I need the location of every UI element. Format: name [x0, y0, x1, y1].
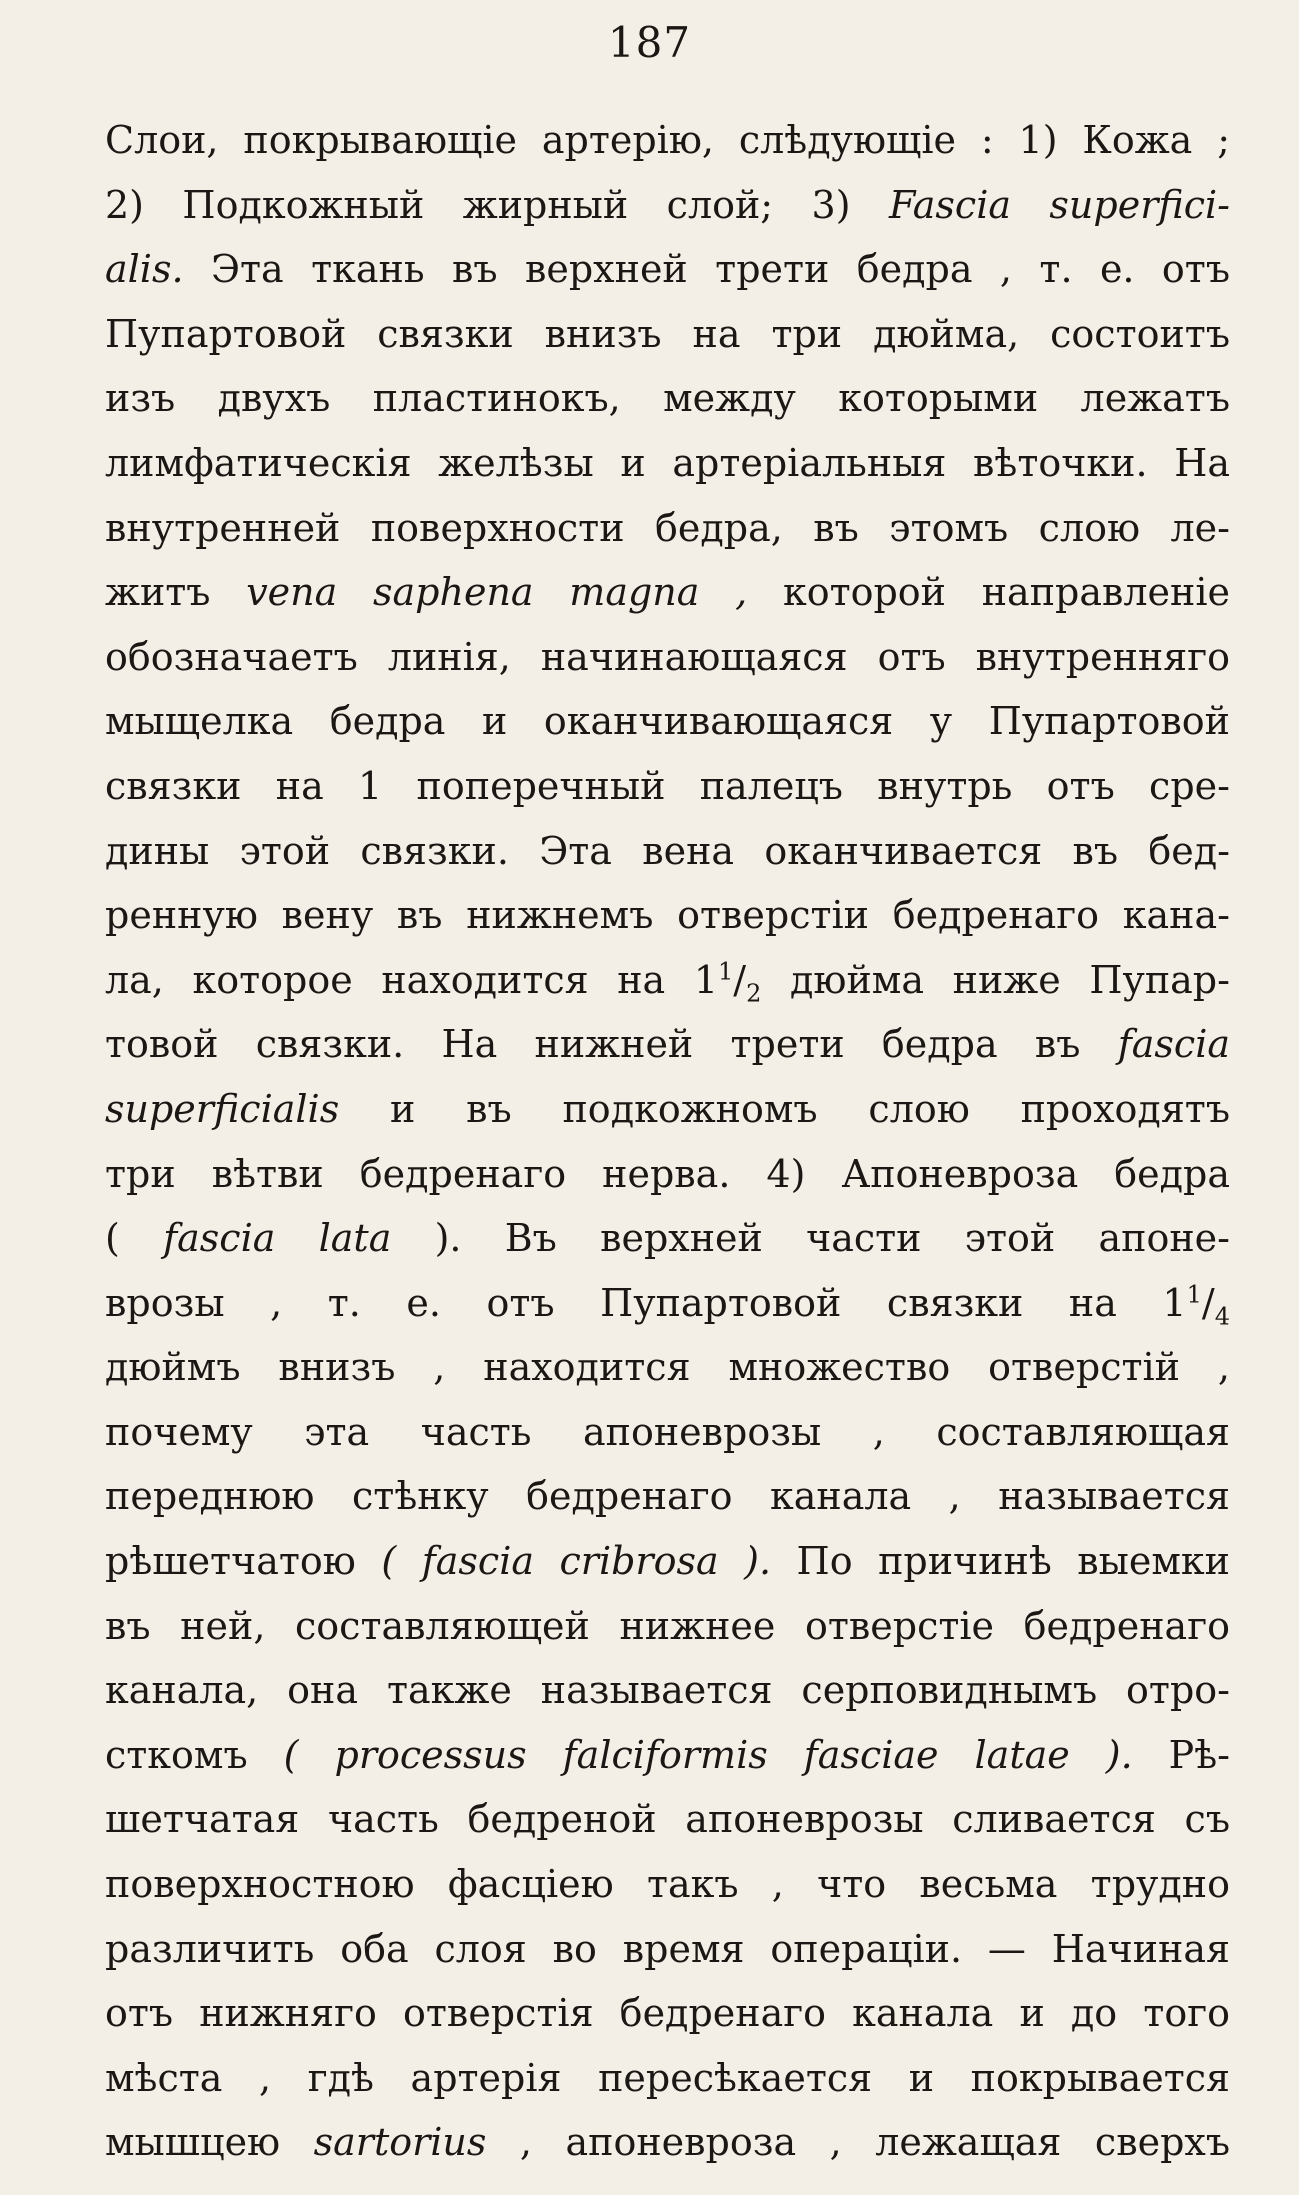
text-line — [105, 1852, 1230, 1917]
text-segment: 4 — [1214, 1302, 1230, 1331]
text-line — [105, 1206, 1230, 1271]
text-line — [105, 1529, 1230, 1594]
text-line — [105, 302, 1230, 367]
text-segment: Рѣ- — [1132, 1732, 1230, 1777]
text-segment: шетчатая часть бедреной апоневрозы сливается съ — [105, 1797, 1230, 1842]
text-line — [105, 431, 1230, 496]
text-segment: Пупартовой связки внизъ на три дюйма, состоитъ — [105, 311, 1230, 356]
text-line — [105, 560, 1230, 625]
text-segment: мышцею — [105, 2120, 314, 2165]
text-line — [105, 1594, 1230, 1659]
text-line — [105, 366, 1230, 431]
text-line — [105, 237, 1230, 302]
text-segment: ( — [105, 1216, 164, 1261]
text-line — [105, 1787, 1230, 1852]
body-text — [105, 108, 1230, 2175]
text-segment: ренную вену въ нижнемъ отверстіи бедренаго кана- — [105, 893, 1230, 938]
text-segment: Эта ткань въ верхней трети бедра , т. е. отъ — [183, 247, 1230, 292]
latin-term: ( processus falciformis fasciae latae ). — [283, 1732, 1133, 1777]
text-segment: 2) Подкожный жирный слой; 3) — [105, 182, 889, 227]
text-segment: рѣшетчатою — [105, 1539, 382, 1584]
text-line — [105, 754, 1230, 819]
text-segment: поверхностною фасціею такъ , что весьма трудно — [105, 1862, 1230, 1907]
text-segment: мѣста , гдѣ артерія пересѣкается и покрывается — [105, 2055, 1230, 2100]
text-segment: мыщелка бедра и оканчивающаяся у Пупартовой — [105, 699, 1230, 744]
text-segment: товой связки. На нижней трети бедра въ — [105, 1022, 1118, 1067]
text-segment: три вѣтви бедренаго нерва. 4) Апоневроза бедра — [105, 1151, 1230, 1196]
text-line — [105, 1271, 1230, 1336]
text-line — [105, 1012, 1230, 1077]
text-segment: ). Въ верхней части этой апоне- — [391, 1216, 1230, 1261]
latin-term: fascia — [1117, 1022, 1230, 1067]
text-segment: дюйма ниже Пупар- — [761, 957, 1230, 1002]
latin-term: superficialis — [105, 1086, 340, 1131]
text-line — [105, 496, 1230, 561]
text-segment: 1 — [1186, 1280, 1202, 1309]
text-segment: канала, она также называется серповиднымъ отро- — [105, 1668, 1230, 1713]
text-line — [105, 173, 1230, 238]
text-line — [105, 1723, 1230, 1788]
text-segment: 2 — [746, 979, 762, 1008]
text-segment: врозы , т. е. отъ Пупартовой связки на 1 — [105, 1280, 1187, 1325]
text-segment: дюймъ внизъ , находится множество отверстій , — [105, 1345, 1230, 1390]
latin-term: alis. — [105, 247, 184, 292]
text-line — [105, 689, 1230, 754]
text-segment: / — [1201, 1280, 1215, 1325]
latin-term: Fascia superfici- — [888, 182, 1230, 227]
text-segment: дины этой связки. Эта вена оканчивается въ бед- — [105, 828, 1230, 873]
text-segment: житъ — [105, 570, 247, 615]
text-line — [105, 1981, 1230, 2046]
text-line — [105, 625, 1230, 690]
text-segment: сткомъ — [105, 1732, 284, 1777]
text-line — [105, 1658, 1230, 1723]
text-segment: , апоневроза , лежащая сверхъ — [486, 2120, 1230, 2165]
text-line — [105, 1400, 1230, 1465]
text-line — [105, 819, 1230, 884]
text-segment: внутренней поверхности бедра, въ этомъ слою ле- — [105, 505, 1230, 550]
text-line — [105, 1335, 1230, 1400]
text-segment: / — [733, 957, 747, 1002]
text-segment: различить оба слоя во время операціи. — Начиная — [105, 1926, 1230, 1971]
latin-term: ( fascia cribrosa ). — [381, 1539, 772, 1584]
latin-term: vena saphena magna , — [246, 570, 748, 615]
text-segment: изъ двухъ пластинокъ, между которыми лежатъ — [105, 376, 1230, 421]
text-segment: связки на 1 поперечный палецъ внутрь отъ сре- — [105, 763, 1230, 808]
text-segment: почему эта часть апоневрозы , составляющая — [105, 1409, 1230, 1454]
text-line — [105, 948, 1230, 1013]
text-segment: Слои, покрывающіе артерію, слѣдующіе : 1) Кожа ; — [105, 118, 1230, 162]
text-segment: лимфатическія желѣзы и артеріальныя вѣточки. На — [105, 440, 1230, 485]
text-line — [105, 1077, 1230, 1142]
text-segment: въ ней, составляющей нижнее отверстіе бедренаго — [105, 1603, 1230, 1648]
latin-term: fascia lata — [163, 1216, 392, 1261]
text-line — [105, 1464, 1230, 1529]
text-line — [105, 2046, 1230, 2111]
text-segment: которой направленіе — [747, 570, 1230, 615]
page-number: 187 — [607, 18, 692, 67]
text-segment: и въ подкожномъ слою проходятъ — [339, 1086, 1230, 1131]
text-segment: отъ нижняго отверстія бедренаго канала и до того — [105, 1991, 1230, 2036]
text-line — [105, 108, 1230, 173]
text-segment: переднюю стѣнку бедренаго канала , называется — [105, 1474, 1230, 1519]
text-line — [105, 1917, 1230, 1982]
text-line — [105, 1142, 1230, 1207]
text-line — [105, 883, 1230, 948]
text-segment: 1 — [718, 957, 734, 986]
text-segment: По причинѣ выемки — [771, 1539, 1230, 1584]
latin-term: sartorius — [313, 2120, 487, 2165]
text-line — [105, 2110, 1230, 2175]
text-segment: обозначаетъ линія, начинающаяся отъ внутренняго — [105, 634, 1230, 679]
text-segment: ла, которое находится на 1 — [105, 957, 718, 1002]
